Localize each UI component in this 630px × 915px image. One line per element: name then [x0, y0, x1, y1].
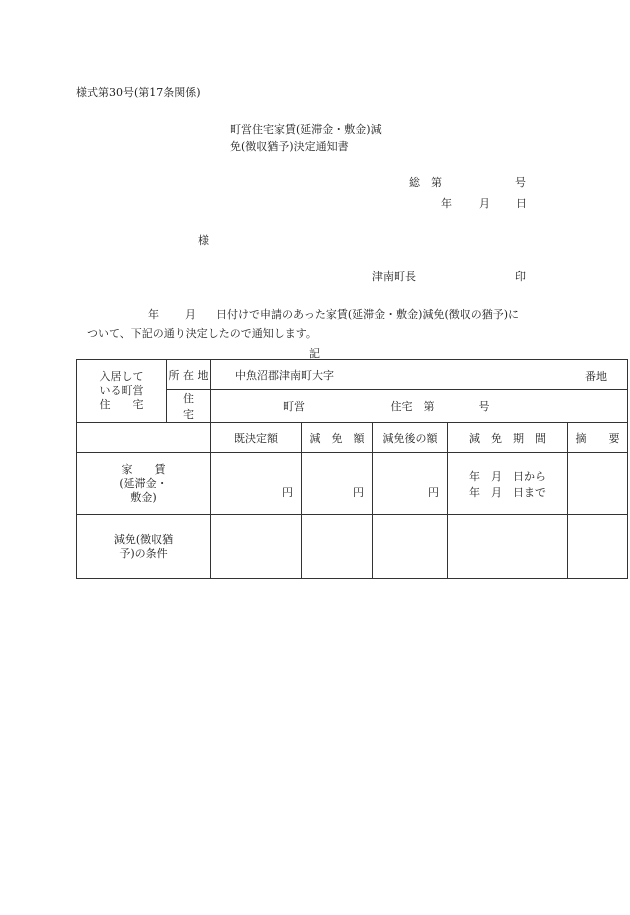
- housing-number: 住宅 第 号: [390, 400, 490, 413]
- remarks-cell: [568, 453, 628, 515]
- housing-town: 町営: [283, 400, 305, 413]
- housing-value-cell: [211, 390, 628, 423]
- date-year: 年: [441, 197, 452, 210]
- addressee: 様: [198, 234, 209, 247]
- header-reduction-amount: 減 免 額: [302, 423, 373, 453]
- form-number-label: 様式第30号(第17条関係): [76, 86, 201, 99]
- header-amount-after: 減免後の額: [373, 423, 448, 453]
- header-reduction-period: 減 免 期 間: [448, 423, 568, 453]
- condition-label: 減免(徴収猶 予)の条件: [77, 515, 211, 579]
- banchi-label: 番地: [585, 370, 607, 383]
- decision-table: [76, 359, 628, 579]
- location-value-cell: [211, 360, 628, 390]
- location-label: 所 在 地: [167, 360, 211, 390]
- period-to: 年 月 日まで: [469, 485, 546, 499]
- body-text-line-2: ついて、下記の通り決定したので通知します。: [87, 327, 317, 340]
- document-title-line-1: 町営住宅家賃(延滞金・敷金)減: [230, 123, 382, 136]
- number-suffix: 号: [515, 176, 526, 189]
- condition-cell: [302, 515, 373, 579]
- body-text-line-1: [148, 306, 519, 322]
- body-year: 年: [148, 308, 159, 321]
- yen-unit: 円: [353, 486, 364, 499]
- date-month: 月: [479, 197, 490, 210]
- residence-label: 入居して いる町営 住 宅: [77, 360, 167, 423]
- header-remarks: 摘 要: [568, 423, 628, 453]
- condition-cell: [568, 515, 628, 579]
- period-cell: [448, 453, 568, 515]
- issuer-name: 津南町長: [372, 270, 416, 283]
- body-month: 月: [185, 308, 196, 321]
- reduction-amount-cell: [302, 453, 373, 515]
- amount-after-cell: [373, 453, 448, 515]
- condition-cell: [211, 515, 302, 579]
- rent-label: 家 賃 (延滞金・ 敷金): [77, 453, 211, 515]
- seal-mark: 印: [515, 270, 526, 283]
- date-day: 日: [516, 197, 527, 210]
- location-value: 中魚沼郡津南町大字: [235, 368, 334, 382]
- number-prefix: 総 第: [409, 176, 442, 189]
- condition-cell: [448, 515, 568, 579]
- header-blank-cell: [77, 423, 211, 453]
- yen-unit: 円: [282, 486, 293, 499]
- body-line-1-rest: 日付けで申請のあった家賃(延滞金・敷金)減免(徴収の猶予)に: [216, 308, 520, 321]
- yen-unit: 円: [428, 486, 439, 499]
- housing-label: 住 宅: [167, 390, 211, 423]
- existing-amount-cell: [211, 453, 302, 515]
- condition-cell: [373, 515, 448, 579]
- ki-heading: 記: [309, 347, 320, 360]
- document-title-line-2: 免(徴収猶予)決定通知書: [230, 140, 349, 153]
- header-existing-amount: 既決定額: [211, 423, 302, 453]
- period-from: 年 月 日から: [469, 469, 546, 483]
